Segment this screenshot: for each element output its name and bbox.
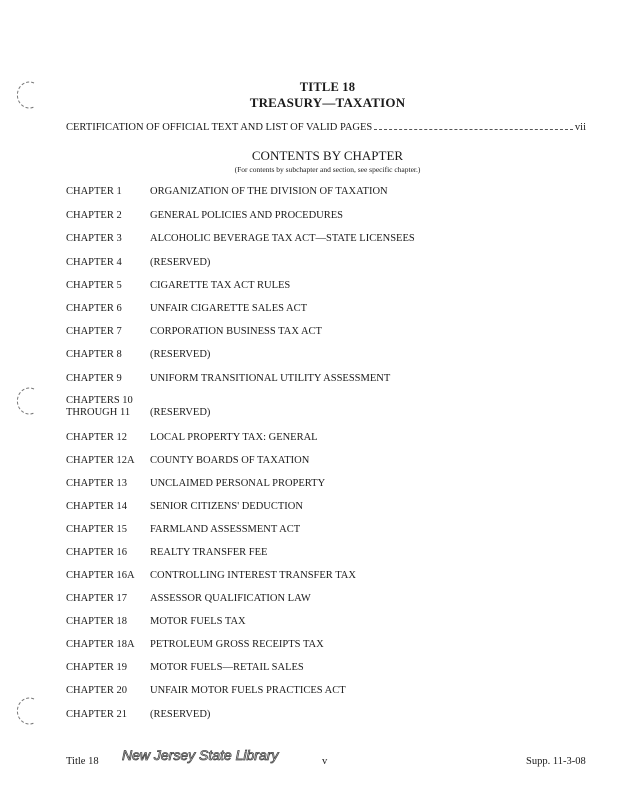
certification-page: vii (574, 122, 586, 133)
chapter-name: (RESERVED) (150, 407, 211, 418)
chapter-number (66, 210, 146, 222)
chapter-name: (RESERVED) (150, 349, 211, 360)
chapter-number-text: CHAPTER 12A (66, 455, 135, 466)
chapter-name: COUNTY BOARDS OF TAXATION (150, 455, 310, 466)
chapter-name: SENIOR CITIZENS' DEDUCTION (150, 501, 303, 512)
title-number: TITLE 18 (299, 80, 356, 94)
chapter-name: (RESERVED) (150, 257, 211, 268)
chapter-number-text: CHAPTER 18A (66, 639, 135, 650)
chapter-number-text: CHAPTER 1 (66, 186, 122, 197)
chapter-number (66, 616, 146, 628)
title-name: TREASURY—TAXATION (249, 95, 406, 110)
chapter-number-text: CHAPTER 8 (66, 349, 122, 360)
chapter-number (66, 593, 146, 605)
chapter-number-text: CHAPTER 20 (66, 685, 127, 696)
chapter-name: UNCLAIMED PERSONAL PROPERTY (150, 478, 326, 489)
chapter-name: FARMLAND ASSESSMENT ACT (150, 524, 301, 535)
chapter-number-text: CHAPTER 21 (66, 709, 127, 720)
chapter-number-text: CHAPTER 17 (66, 593, 127, 604)
chapter-name: CORPORATION BUSINESS TAX ACT (150, 326, 322, 337)
chapter-number (66, 547, 146, 559)
chapter-name: ALCOHOLIC BEVERAGE TAX ACT—STATE LICENSEES (150, 233, 415, 244)
chapter-name: LOCAL PROPERTY TAX: GENERAL (150, 432, 318, 443)
chapter-number (66, 257, 146, 269)
chapter-name: UNIFORM TRANSITIONAL UTILITY ASSESSMENT (150, 373, 391, 384)
chapter-name: (RESERVED) (150, 709, 211, 720)
chapter-number-text: CHAPTER 18 (66, 616, 127, 627)
chapter-name: GENERAL POLICIES AND PROCEDURES (150, 210, 343, 221)
library-stamp-text: New Jersey State Library (122, 747, 279, 763)
chapter-number-text: CHAPTER 14 (66, 501, 127, 512)
chapter-number-text-cont: THROUGH 11 (66, 407, 131, 418)
chapter-number-text: CHAPTER 12 (66, 432, 127, 443)
dot-leader (374, 129, 573, 130)
contents-subheading: (For contents by subchapter and section, see specific chapter.) (234, 165, 421, 174)
chapter-number (66, 373, 146, 385)
chapter-number-text: CHAPTER 16 (66, 547, 127, 558)
punch-hole-bottom (14, 696, 42, 726)
chapter-number (66, 326, 146, 338)
certification-line[interactable] (66, 122, 586, 133)
chapter-number-text: CHAPTERS 10 (66, 395, 133, 406)
chapter-number-text: CHAPTER 6 (66, 303, 122, 314)
chapter-number-text: CHAPTER 13 (66, 478, 127, 489)
supplement-date: Supp. 11-3-08 (526, 756, 586, 767)
chapter-name: ORGANIZATION OF THE DIVISION OF TAXATION (150, 186, 388, 197)
library-stamp (120, 744, 290, 766)
page-number: v (322, 756, 328, 767)
chapter-number (66, 570, 146, 582)
chapter-number (66, 524, 146, 536)
chapter-number (66, 303, 146, 315)
contents-heading: CONTENTS BY CHAPTER (251, 148, 404, 163)
chapter-number (66, 349, 146, 361)
chapter-number-text: CHAPTER 2 (66, 210, 122, 221)
chapter-number-text: CHAPTER 3 (66, 233, 122, 244)
chapter-number (66, 685, 146, 697)
punch-hole-middle (14, 386, 42, 416)
chapter-number-text: CHAPTER 9 (66, 373, 122, 384)
chapter-name: MOTOR FUELS—RETAIL SALES (150, 662, 304, 673)
chapter-name: PETROLEUM GROSS RECEIPTS TAX (150, 639, 324, 650)
footer-title: Title 18 (66, 756, 99, 767)
chapter-number (66, 455, 146, 467)
chapter-number (66, 478, 146, 490)
chapter-name: UNFAIR CIGARETTE SALES ACT (150, 303, 308, 314)
chapter-number (66, 662, 146, 674)
chapter-name: CIGARETTE TAX ACT RULES (150, 280, 291, 291)
chapter-number (66, 233, 146, 245)
chapter-name: ASSESSOR QUALIFICATION LAW (150, 593, 311, 604)
chapter-number-text: CHAPTER 7 (66, 326, 122, 337)
chapter-name: UNFAIR MOTOR FUELS PRACTICES ACT (150, 685, 346, 696)
chapter-number (66, 280, 146, 292)
chapter-number (66, 501, 146, 513)
chapter-number-text: CHAPTER 16A (66, 570, 135, 581)
chapter-number (66, 395, 146, 419)
chapter-number-text: CHAPTER 19 (66, 662, 127, 673)
chapter-number (66, 186, 146, 198)
chapter-number-text: CHAPTER 15 (66, 524, 127, 535)
chapter-number (66, 432, 146, 444)
chapter-number-text: CHAPTER 5 (66, 280, 122, 291)
chapter-number (66, 639, 146, 651)
certification-label: CERTIFICATION OF OFFICIAL TEXT AND LIST OF VALID PAGES (66, 122, 373, 133)
chapter-number (66, 709, 146, 721)
chapter-name: MOTOR FUELS TAX (150, 616, 246, 627)
chapter-name: REALTY TRANSFER FEE (150, 547, 268, 558)
chapter-name: CONTROLLING INTEREST TRANSFER TAX (150, 570, 356, 581)
chapter-number-text: CHAPTER 4 (66, 257, 122, 268)
